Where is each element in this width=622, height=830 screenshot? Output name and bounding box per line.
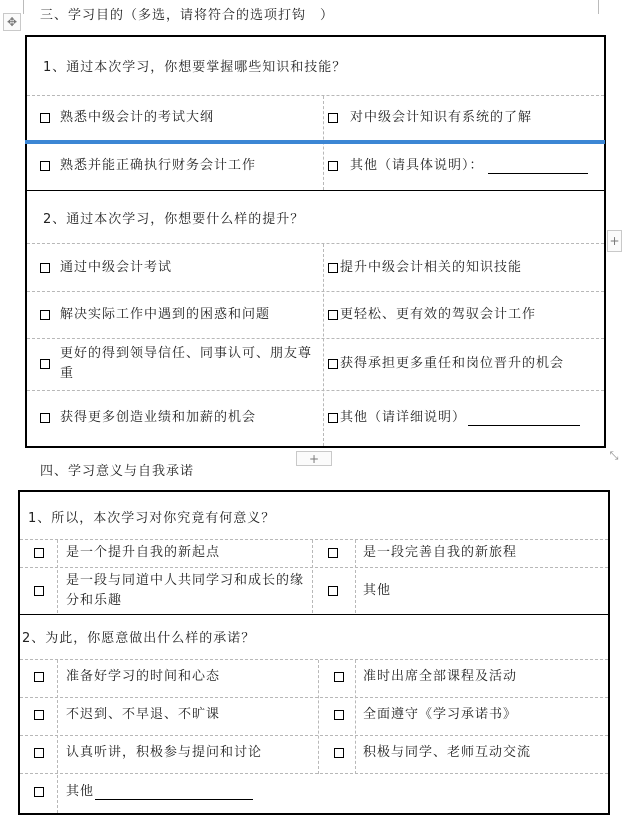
s4-q2-checkbox-4[interactable] (334, 710, 344, 720)
checkbox[interactable] (328, 113, 338, 123)
option-label: 解决实际工作中遇到的困惑和问题 (60, 307, 271, 322)
s3-q2-option-3[interactable] (40, 303, 320, 327)
row-divider (20, 773, 608, 774)
option-label: 获得更多创造业绩和加薪的机会 (60, 410, 257, 425)
checkbox[interactable] (328, 161, 338, 171)
s4-q2-checkbox-2[interactable] (334, 672, 344, 682)
question-divider (27, 190, 604, 191)
col-divider (355, 660, 356, 774)
checkbox[interactable] (40, 359, 50, 369)
option-label: 提升中级会计相关的知识技能 (340, 260, 523, 275)
checkbox[interactable] (328, 310, 338, 320)
s3-q2-option-6[interactable] (328, 352, 604, 376)
checkbox[interactable] (40, 113, 50, 123)
fill-in-blank[interactable] (488, 159, 588, 174)
option-label: 熟悉中级会计的考试大纲 (60, 110, 215, 125)
checkbox[interactable] (328, 263, 338, 273)
col-divider (57, 540, 58, 613)
checkbox[interactable] (328, 413, 338, 423)
s4-q1-option-1[interactable]: 是一个提升自我的新起点 (66, 545, 221, 560)
s4-q2-option-1[interactable]: 准备好学习的时间和心态 (66, 669, 221, 684)
option-label: 通过中级会计考试 (60, 260, 173, 275)
fill-in-blank[interactable] (468, 411, 580, 426)
option-label: 更轻松、更有效的驾驭会计工作 (340, 307, 537, 322)
s3-q2-option-2[interactable] (328, 256, 604, 280)
page-corner-mark-left (23, 0, 25, 14)
option-label: 对中级会计知识有系统的了解 (350, 110, 533, 125)
option-label: 熟悉并能正确执行财务会计工作 (60, 158, 257, 173)
section3-title: 三、学习目的（多选，请将符合的选项打钩 ） (40, 8, 335, 23)
checkbox[interactable] (40, 161, 50, 171)
s3-q1-option-2[interactable] (328, 106, 604, 130)
s4-q1-label: 1、所以，本次学习对你究竟有何意义？ (28, 511, 276, 526)
row-divider (27, 243, 604, 244)
add-row-button[interactable]: + (296, 451, 332, 466)
s4-q1-checkbox-2[interactable] (328, 548, 338, 558)
s3-q2-option-5[interactable] (40, 343, 320, 385)
s4-q2-option-7[interactable] (66, 781, 326, 803)
checkbox[interactable] (40, 263, 50, 273)
col-divider (318, 660, 319, 774)
fill-in-blank[interactable] (95, 785, 253, 800)
s4-q2-label: 2、为此，你愿意做出什么样的承诺？ (22, 631, 256, 646)
s3-q1-label: 1、通过本次学习，你想要掌握哪些知识和技能？ (43, 60, 347, 75)
s3-q1-option-3[interactable] (40, 154, 320, 178)
s4-q1-option-4[interactable]: 其他 (363, 583, 392, 598)
table-move-handle[interactable]: ✥ (3, 13, 21, 31)
page-corner-mark-right (598, 0, 600, 14)
option-label: 其他（请详细说明） (340, 410, 467, 425)
section4-title: 四、学习意义与自我承诺 (40, 464, 195, 479)
option-label: 其他 (66, 784, 95, 799)
s4-q2-checkbox-6[interactable] (334, 748, 344, 758)
checkbox[interactable] (40, 413, 50, 423)
s4-q1-option-3[interactable]: 是一段与同道中人共同学习和成长的缘分和乐趣 (66, 573, 305, 608)
s4-q2-option-2[interactable]: 准时出席全部课程及活动 (363, 669, 518, 684)
checkbox[interactable] (40, 310, 50, 320)
s4-q2-checkbox-1[interactable] (34, 672, 44, 682)
s4-q1-checkbox-4[interactable] (328, 586, 338, 596)
s4-q2-checkbox-7[interactable] (34, 787, 44, 797)
col-divider (57, 660, 58, 813)
s3-q2-option-1[interactable] (40, 256, 320, 280)
s4-q1-option-2[interactable]: 是一段完善自我的新旅程 (363, 545, 518, 560)
s4-q2-option-4[interactable]: 全面遵守《学习承诺书》 (363, 707, 518, 722)
question-divider (20, 614, 608, 615)
s3-q2-option-8[interactable] (328, 406, 604, 430)
row-divider (27, 338, 604, 339)
row-divider (27, 390, 604, 391)
s4-q2-checkbox-5[interactable] (34, 748, 44, 758)
s4-q2-checkbox-3[interactable] (34, 710, 44, 720)
row-divider (27, 95, 604, 96)
s3-q1-option-4[interactable] (328, 154, 604, 178)
row-divider (20, 697, 608, 698)
s4-q1-checkbox-3[interactable] (34, 586, 44, 596)
row-divider (20, 567, 608, 568)
s3-q2-label: 2、通过本次学习，你想要什么样的提升？ (43, 212, 305, 227)
s3-q1-option-1[interactable] (40, 106, 320, 130)
row-divider (20, 659, 608, 660)
s3-q2-option-4[interactable] (328, 303, 604, 327)
col-divider (323, 244, 324, 446)
s3-q2-option-7[interactable] (40, 406, 320, 430)
add-column-button[interactable]: + (607, 230, 622, 252)
s4-q1-checkbox-1[interactable] (34, 548, 44, 558)
table-resize-handle[interactable]: ⤡ (609, 449, 619, 462)
col-divider (312, 540, 313, 613)
s4-q2-option-3[interactable]: 不迟到、不早退、不旷课 (66, 707, 221, 722)
option-label: 获得承担更多重任和岗位晋升的机会 (340, 356, 565, 371)
checkbox[interactable] (328, 359, 338, 369)
selection-indicator-bar (25, 140, 605, 144)
row-divider (27, 291, 604, 292)
row-divider (20, 735, 608, 736)
s4-q2-option-5[interactable]: 认真听讲，积极参与提问和讨论 (66, 745, 263, 760)
option-label: 其他（请具体说明）： (350, 158, 484, 173)
section3-table (25, 35, 606, 448)
s4-q2-option-6[interactable]: 积极与同学、老师互动交流 (363, 745, 532, 760)
col-divider (355, 540, 356, 613)
option-label: 更好的得到领导信任、同事认可、朋友尊重 (60, 346, 313, 381)
row-divider (20, 539, 608, 540)
